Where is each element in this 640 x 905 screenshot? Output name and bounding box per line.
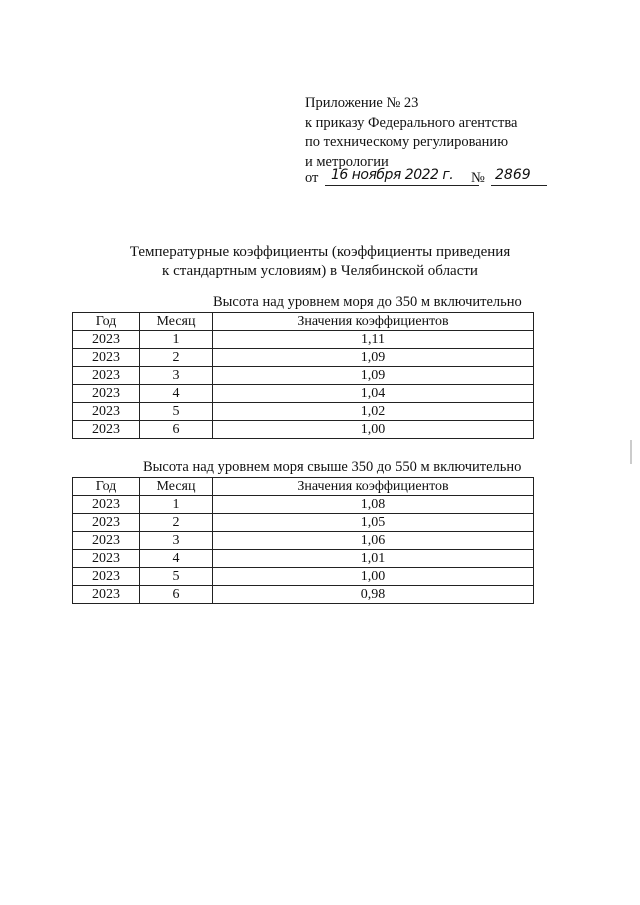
table-row [73,403,534,421]
cell-year: 2023 [73,514,140,532]
table-row [73,421,534,439]
table-header-row [73,313,534,331]
coefficients-table-1 [72,312,534,439]
number-label: № [471,170,485,186]
cell-coefficient: 1,00 [213,421,534,439]
cell-month: 2 [140,514,213,532]
table-row [73,385,534,403]
cell-coefficient: 1,09 [213,367,534,385]
from-label: от [305,170,319,186]
table-row [73,532,534,550]
cell-month: 6 [140,421,213,439]
appendix-number: Приложение № 23 [305,95,419,111]
order-reference-line2: по техническому регулированию [305,134,509,150]
cell-year: 2023 [73,349,140,367]
cell-month: 1 [140,331,213,349]
cell-coefficient: 1,08 [213,496,534,514]
coefficients-table-2 [72,477,534,604]
table-row [73,586,534,604]
column-header-month: Месяц [140,478,213,496]
document-title [0,243,640,281]
cell-year: 2023 [73,421,140,439]
table1-caption: Высота над уровнем моря до 350 м включительно [213,294,522,310]
cell-coefficient: 1,00 [213,568,534,586]
column-header-month: Месяц [140,313,213,331]
cell-year: 2023 [73,496,140,514]
cell-year: 2023 [73,568,140,586]
cell-year: 2023 [73,532,140,550]
table-row [73,514,534,532]
title-line1: Температурные коэффициенты (коэффициенты приведения [129,244,511,260]
appendix-header [305,94,517,172]
cell-coefficient: 1,04 [213,385,534,403]
cell-coefficient: 1,09 [213,349,534,367]
table-row [73,550,534,568]
table-row [73,568,534,586]
cell-year: 2023 [73,550,140,568]
title-line2: к стандартным условиям) в Челябинской области [162,263,478,279]
handwritten-date: 16 ноября 2022 г. [325,167,479,186]
column-header-year: Год [73,313,140,331]
cell-month: 3 [140,532,213,550]
cell-month: 6 [140,586,213,604]
cell-coefficient: 1,06 [213,532,534,550]
cell-coefficient: 1,01 [213,550,534,568]
cell-month: 5 [140,568,213,586]
table-row [73,349,534,367]
cell-coefficient: 0,98 [213,586,534,604]
cell-month: 4 [140,385,213,403]
order-date-number-line [305,167,545,192]
table-row [73,367,534,385]
order-reference-line3: и метрологии [305,153,389,170]
cell-year: 2023 [73,403,140,421]
table-header-row [73,478,534,496]
cell-coefficient: 1,02 [213,403,534,421]
cell-year: 2023 [73,385,140,403]
column-header-year: Год [73,478,140,496]
cell-month: 4 [140,550,213,568]
cell-month: 1 [140,496,213,514]
cell-year: 2023 [73,367,140,385]
cell-year: 2023 [73,331,140,349]
cell-coefficient: 1,11 [213,331,534,349]
cell-month: 3 [140,367,213,385]
cell-month: 5 [140,403,213,421]
order-reference-line1: к приказу Федерального агентства [305,114,518,131]
table2-caption: Высота над уровнем моря свыше 350 до 550 м включительно [143,459,522,475]
cell-month: 2 [140,349,213,367]
column-header-coefficient: Значения коэффициентов [213,313,534,331]
cell-coefficient: 1,05 [213,514,534,532]
cell-year: 2023 [73,586,140,604]
column-header-coefficient: Значения коэффициентов [213,478,534,496]
table-row [73,331,534,349]
table-row [73,496,534,514]
handwritten-number: 2869 [491,167,547,186]
scan-edge-mark [630,440,632,464]
